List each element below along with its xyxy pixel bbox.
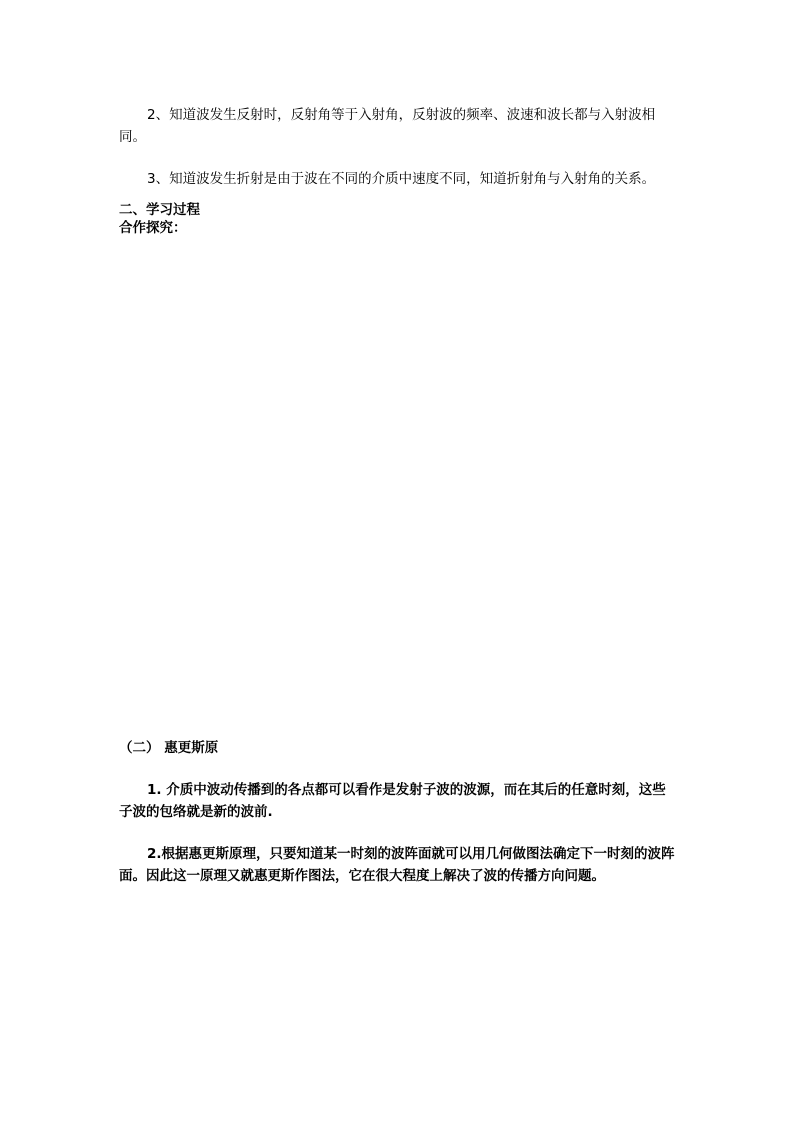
section-title: 二、学习过程: [119, 202, 200, 218]
huygens-point-2: 2.根据惠更斯原理，只要知道某一时刻的波阵面就可以用几何做图法确定下一时刻的波阵面。因此这一原理又就惠更斯作图法，它在很大程度上解决了波的传播方向问题。: [119, 846, 675, 884]
huygens-title: （二） 惠更斯原: [119, 740, 219, 756]
section-subtitle: 合作探究：: [119, 220, 187, 236]
huygens-point-1: 1. 介质中波动传播到的各点都可以看作是发射子波的波源，而在其后的任意时刻，这些子波的包络就是新的波前.: [119, 782, 666, 820]
objective-item-3: 3、知道波发生折射是由于波在不同的介质中速度不同，知道折射角与入射角的关系。: [147, 171, 656, 187]
objective-item-2: 2、知道波发生反射时，反射角等于入射角，反射波的频率、波速和波长都与入射波相同。: [119, 107, 656, 145]
